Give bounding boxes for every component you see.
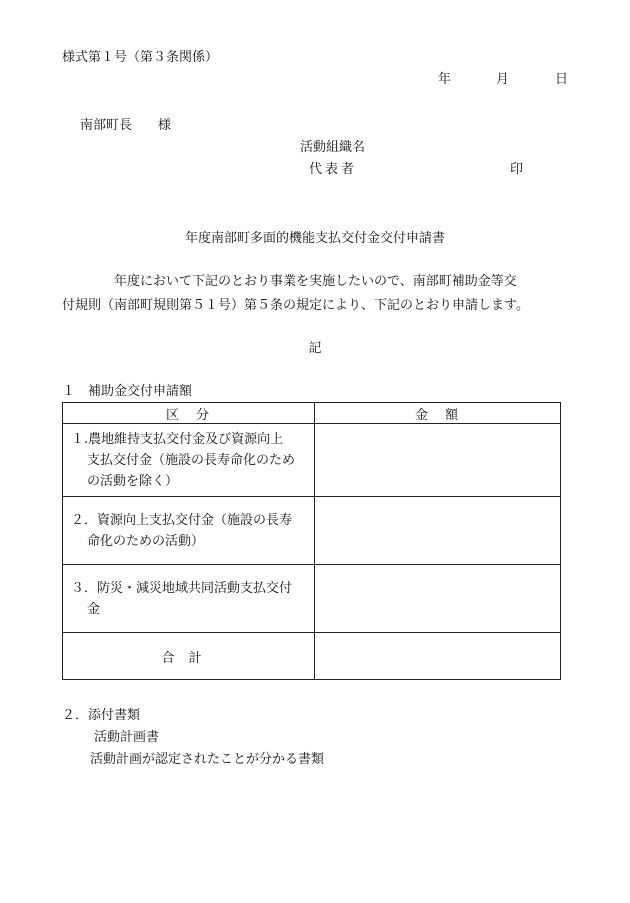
- ki-heading: 記: [308, 341, 322, 356]
- column-header-category: 区 分: [63, 403, 315, 424]
- document-title: 年度南部町多面的機能支払交付金交付申請書: [184, 231, 445, 246]
- section2-heading: ２．添付書類: [62, 708, 141, 723]
- table-row: [63, 497, 561, 565]
- column-header-amount: 金 額: [315, 403, 561, 424]
- amount-cell[interactable]: [315, 565, 561, 633]
- category-cell: [63, 565, 315, 633]
- attachment-item: 活動計画書: [94, 730, 160, 745]
- body-line: 年度において下記のとおり事業を実施したいので、南部町補助金等交: [62, 274, 517, 289]
- category-cell: [63, 497, 315, 565]
- amount-cell[interactable]: [315, 424, 561, 497]
- date-day: 日: [555, 72, 569, 87]
- body-line: 付規則（南部町規則第５１号）第５条の規定により、下記のとおり申請します。: [62, 298, 529, 313]
- table-header-row: [63, 403, 561, 424]
- representative-label: 代表者: [309, 162, 358, 177]
- total-label: 合計: [63, 633, 315, 680]
- category-line: 支払交付金（施設の長寿命化のため: [87, 452, 296, 468]
- section1-heading: １ 補助金交付申請額: [62, 384, 193, 399]
- form-number: 様式第１号（第３条関係）: [62, 50, 219, 65]
- attachment-item: 活動計画が認定されたことが分かる書類: [90, 752, 325, 767]
- total-amount-cell[interactable]: [315, 633, 561, 680]
- total-row: [63, 633, 561, 680]
- addressee: 南部町長 様: [80, 118, 172, 133]
- category-line: １.農地維持支払交付金及び資源向上: [71, 431, 284, 447]
- category-line: ３．防災・減災地域共同活動支払交付: [71, 580, 293, 596]
- category-line: の活動を除く）: [87, 473, 179, 489]
- table-row: [63, 565, 561, 633]
- body-paragraph: [62, 270, 572, 318]
- date-year: 年: [438, 72, 452, 87]
- category-cell: [63, 424, 315, 497]
- org-name-label: 活動組織名: [300, 140, 366, 155]
- table-row: [63, 424, 561, 497]
- category-line: 金: [87, 601, 101, 617]
- amount-cell[interactable]: [315, 497, 561, 565]
- amount-table: [62, 402, 561, 680]
- seal-mark: 印: [510, 162, 524, 177]
- category-line: 命化のための活動）: [87, 533, 205, 549]
- date-month: 月: [496, 72, 510, 87]
- category-line: ２．資源向上支払交付金（施設の長寿: [71, 512, 293, 528]
